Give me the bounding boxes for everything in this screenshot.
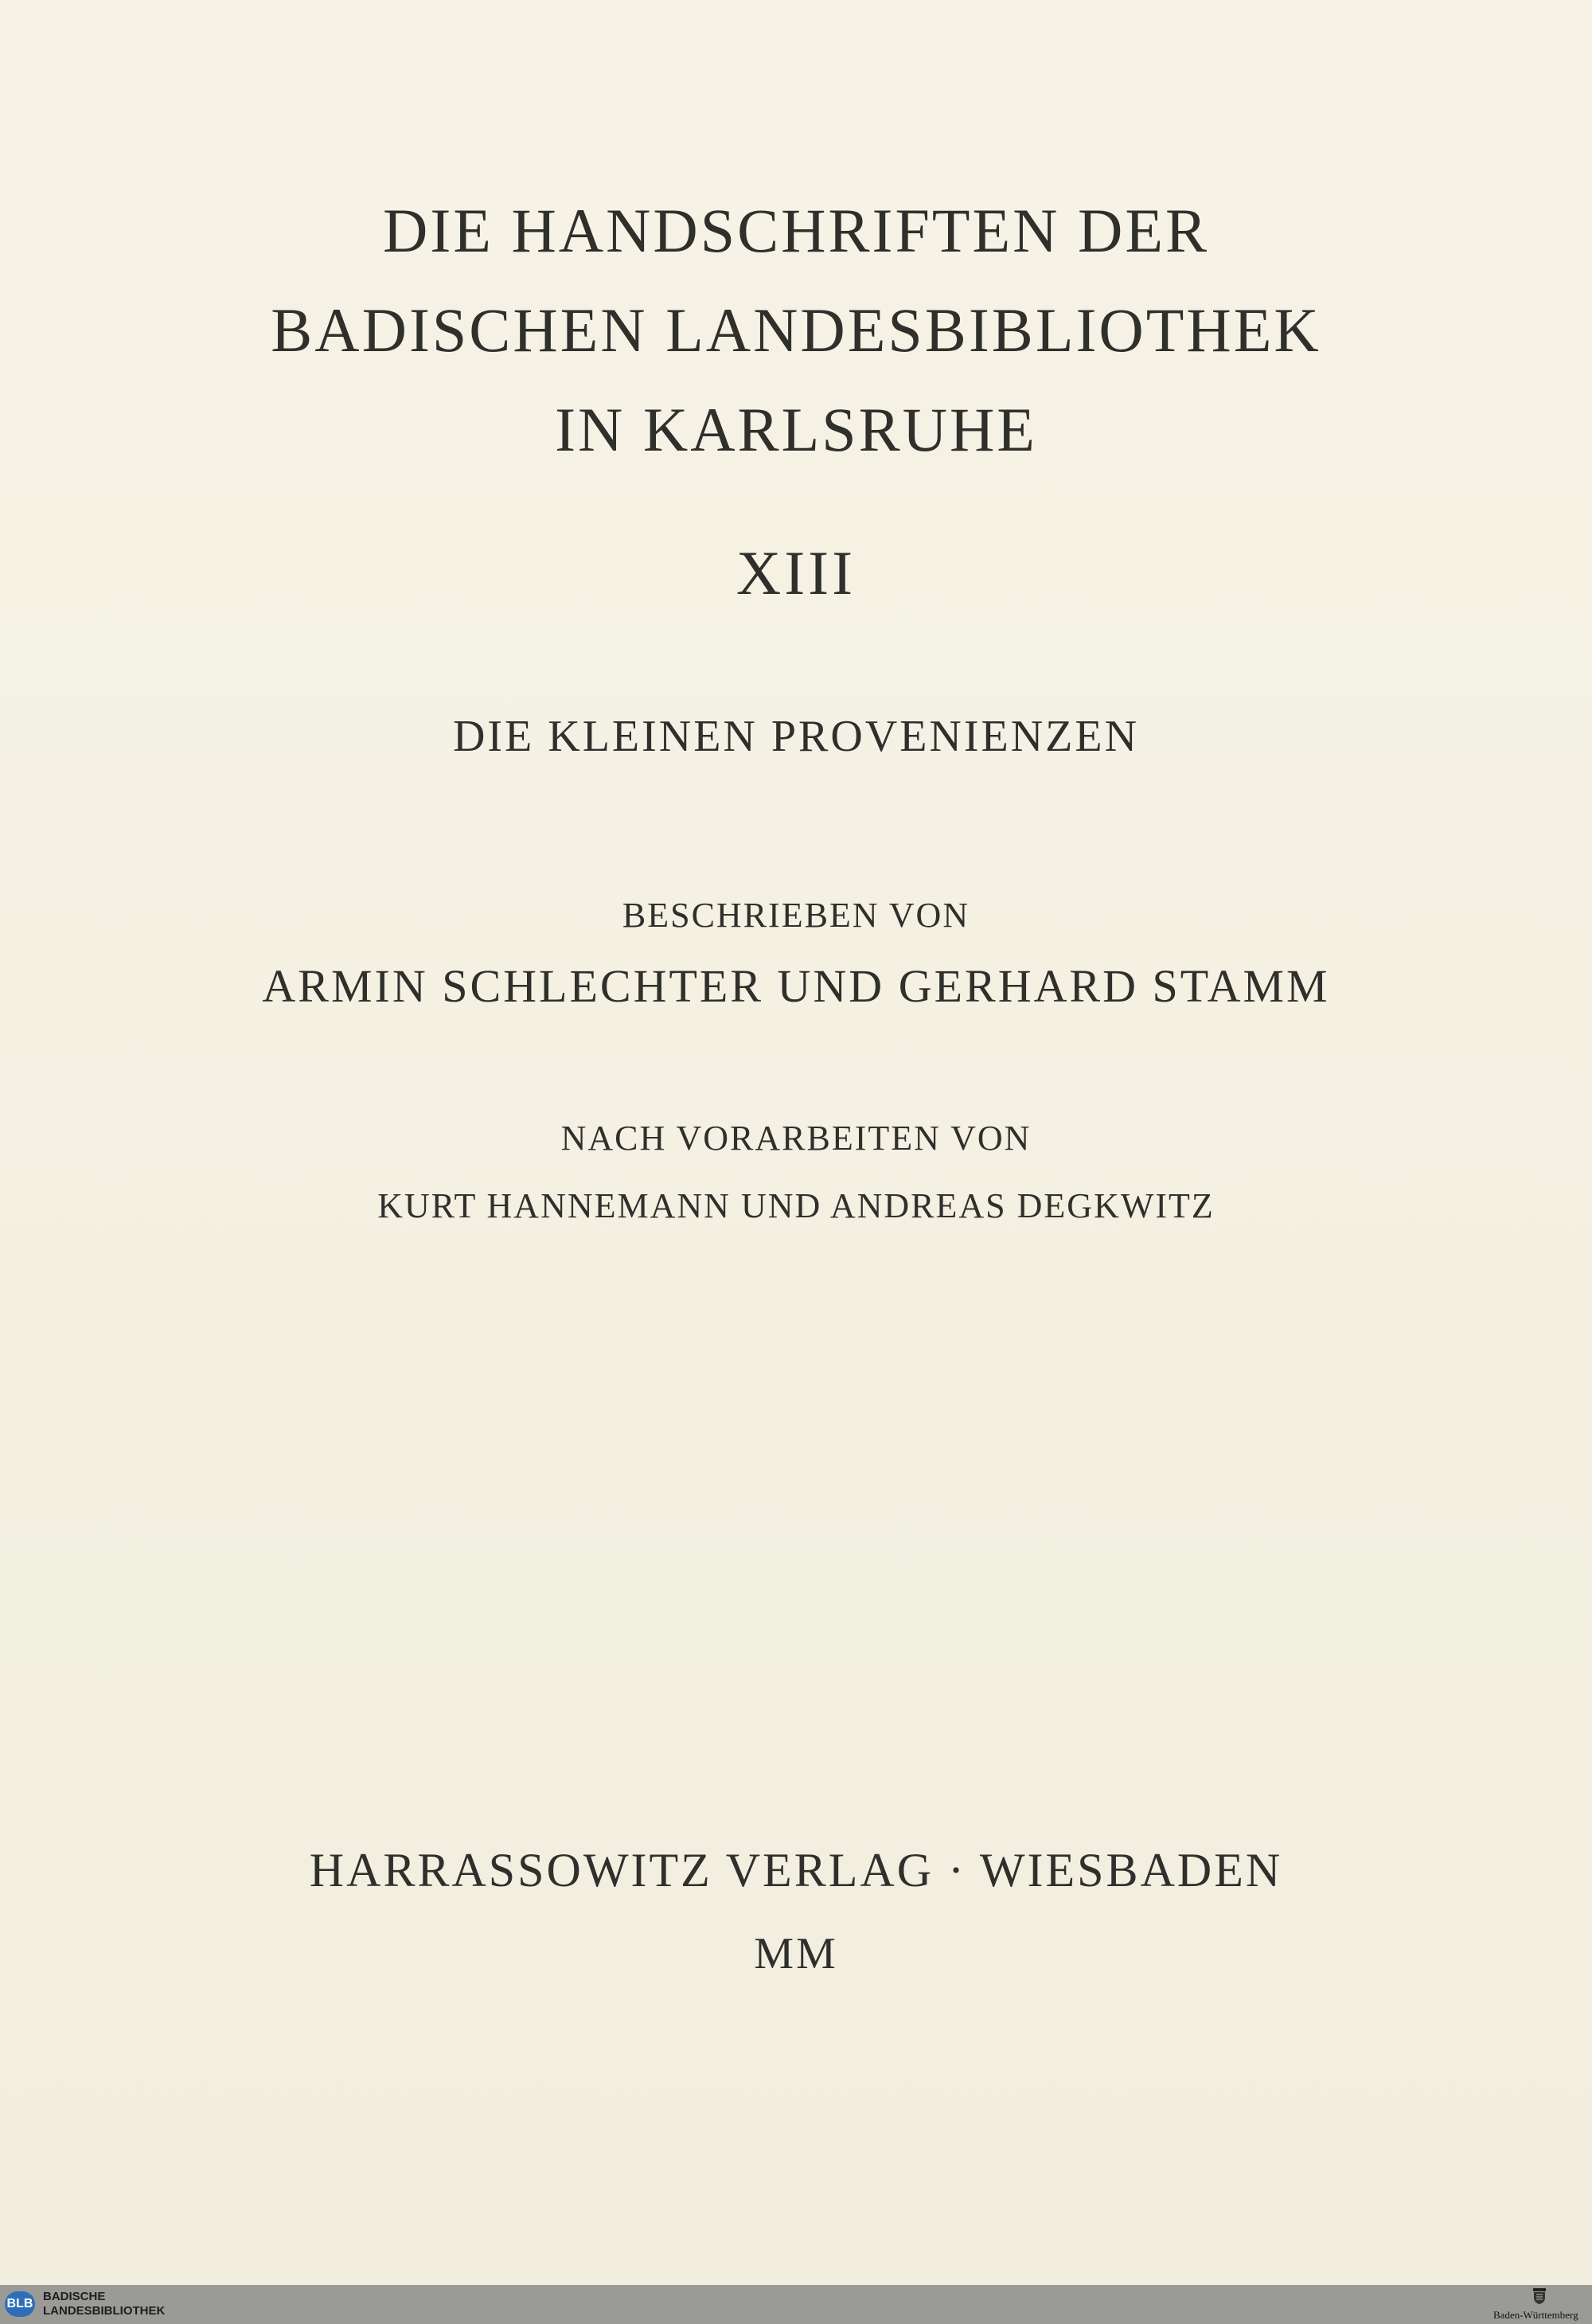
volume-number: XIII (736, 538, 856, 607)
blb-logo-icon: BLB (5, 2291, 35, 2317)
state-label: Baden-Württemberg (1493, 2309, 1578, 2321)
title-line-3: IN KARLSRUHE (555, 395, 1037, 464)
described-by-label: BESCHRIEBEN VON (622, 896, 970, 935)
library-logo-text (43, 2290, 165, 2318)
publisher-imprint: HARRASSOWITZ VERLAG · WIESBADEN (309, 1844, 1283, 1896)
publication-year: MM (754, 1929, 838, 1978)
authors: ARMIN SCHLECHTER UND GERHARD STAMM (262, 960, 1330, 1012)
coat-of-arms-icon (1530, 2287, 1549, 2306)
title-line-2: BADISCHEN LANDESBIBLIOTHEK (271, 295, 1321, 365)
subtitle: DIE KLEINEN PROVENIENZEN (452, 712, 1140, 761)
footer-bar (0, 2285, 1592, 2324)
preliminary-work-label: NACH VORARBEITEN VON (560, 1119, 1032, 1158)
title-line-1: DIE HANDSCHRIFTEN DER (383, 196, 1209, 265)
preliminary-authors: KURT HANNEMANN UND ANDREAS DEGKWITZ (377, 1186, 1215, 1225)
logo-line-1: BADISCHE (43, 2290, 106, 2303)
logo-line-2: LANDESBIBLIOTHEK (43, 2304, 166, 2318)
